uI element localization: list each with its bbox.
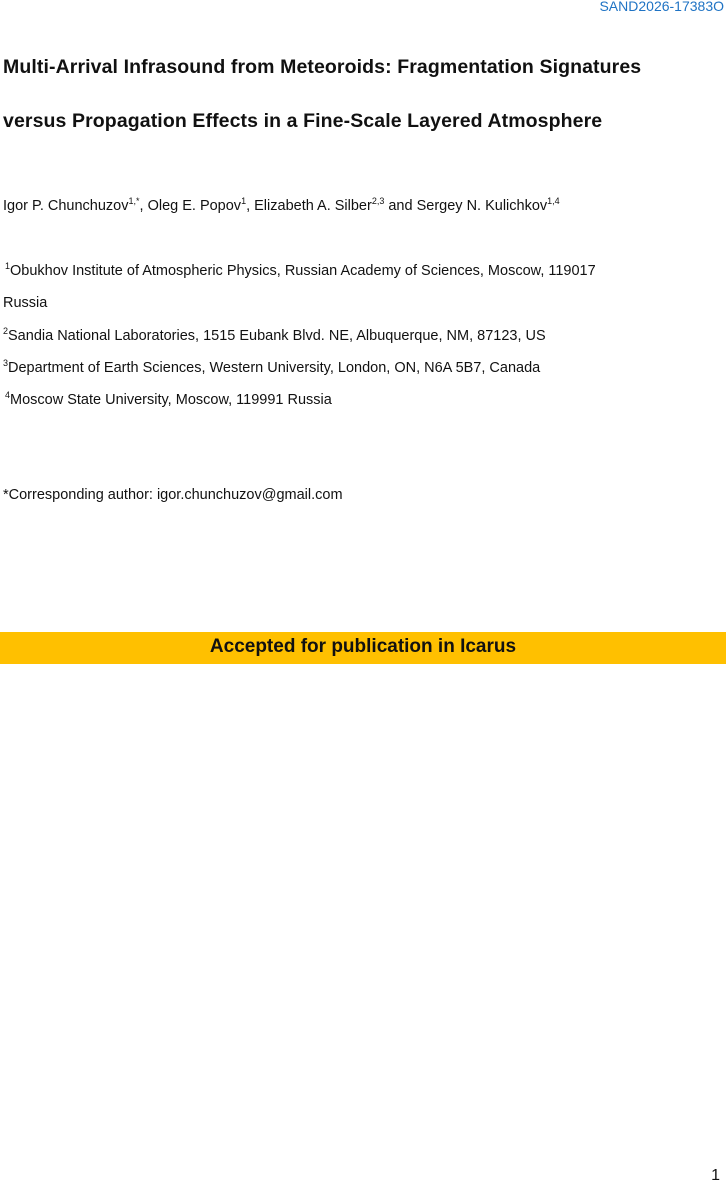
affiliation-3 bbox=[3, 360, 540, 376]
paper-title-line-2: versus Propagation Effects in a Fine-Scale Layered Atmosphere bbox=[3, 110, 603, 132]
page-number: 1 bbox=[711, 1167, 720, 1184]
affiliation-mark: 1 bbox=[5, 261, 11, 271]
author-list bbox=[3, 198, 560, 214]
author-name: Oleg E. Popov bbox=[147, 198, 242, 214]
affiliation-mark: 2 bbox=[3, 326, 9, 336]
paper-title-line-1: Multi-Arrival Infrasound from Meteoroids: Fragmentation Signatures bbox=[3, 56, 642, 78]
author-affiliation-mark: 2,3 bbox=[371, 196, 385, 206]
author-affiliation-mark: 1,* bbox=[128, 196, 140, 206]
affiliation-text: Sandia National Laboratories, 1515 Eubank Blvd. NE, Albuquerque, NM, 87123, US bbox=[8, 328, 546, 344]
affiliation-text: Moscow State University, Moscow, 119991 Russia bbox=[10, 392, 332, 408]
author-name: Igor P. Chunchuzov bbox=[3, 198, 129, 214]
author-name: Elizabeth A. Silber bbox=[254, 198, 372, 214]
affiliation-mark: 4 bbox=[5, 390, 11, 400]
affiliation-1-continued: Russia bbox=[3, 295, 48, 311]
affiliation-mark: 3 bbox=[3, 358, 9, 368]
affiliation-text: Department of Earth Sciences, Western University, London, ON, N6A 5B7, Canada bbox=[8, 360, 541, 376]
affiliation-1 bbox=[5, 263, 596, 279]
affiliation-text: Obukhov Institute of Atmospheric Physics, Russian Academy of Sciences, Moscow, 119017 bbox=[10, 263, 596, 279]
author-separator: , bbox=[246, 198, 255, 214]
author-name: Sergey N. Kulichkov bbox=[416, 198, 548, 214]
publication-banner: Accepted for publication in Icarus bbox=[0, 632, 726, 664]
author-separator: and bbox=[384, 198, 417, 214]
affiliation-2 bbox=[3, 328, 546, 344]
author-affiliation-mark: 1,4 bbox=[547, 196, 560, 206]
corresponding-author: *Corresponding author: igor.chunchuzov@gmail.com bbox=[3, 487, 343, 503]
report-number: SAND2026-17383O bbox=[599, 0, 724, 14]
affiliation-4 bbox=[5, 392, 332, 408]
author-separator: , bbox=[139, 198, 148, 214]
author-affiliation-mark: 1 bbox=[241, 196, 247, 206]
